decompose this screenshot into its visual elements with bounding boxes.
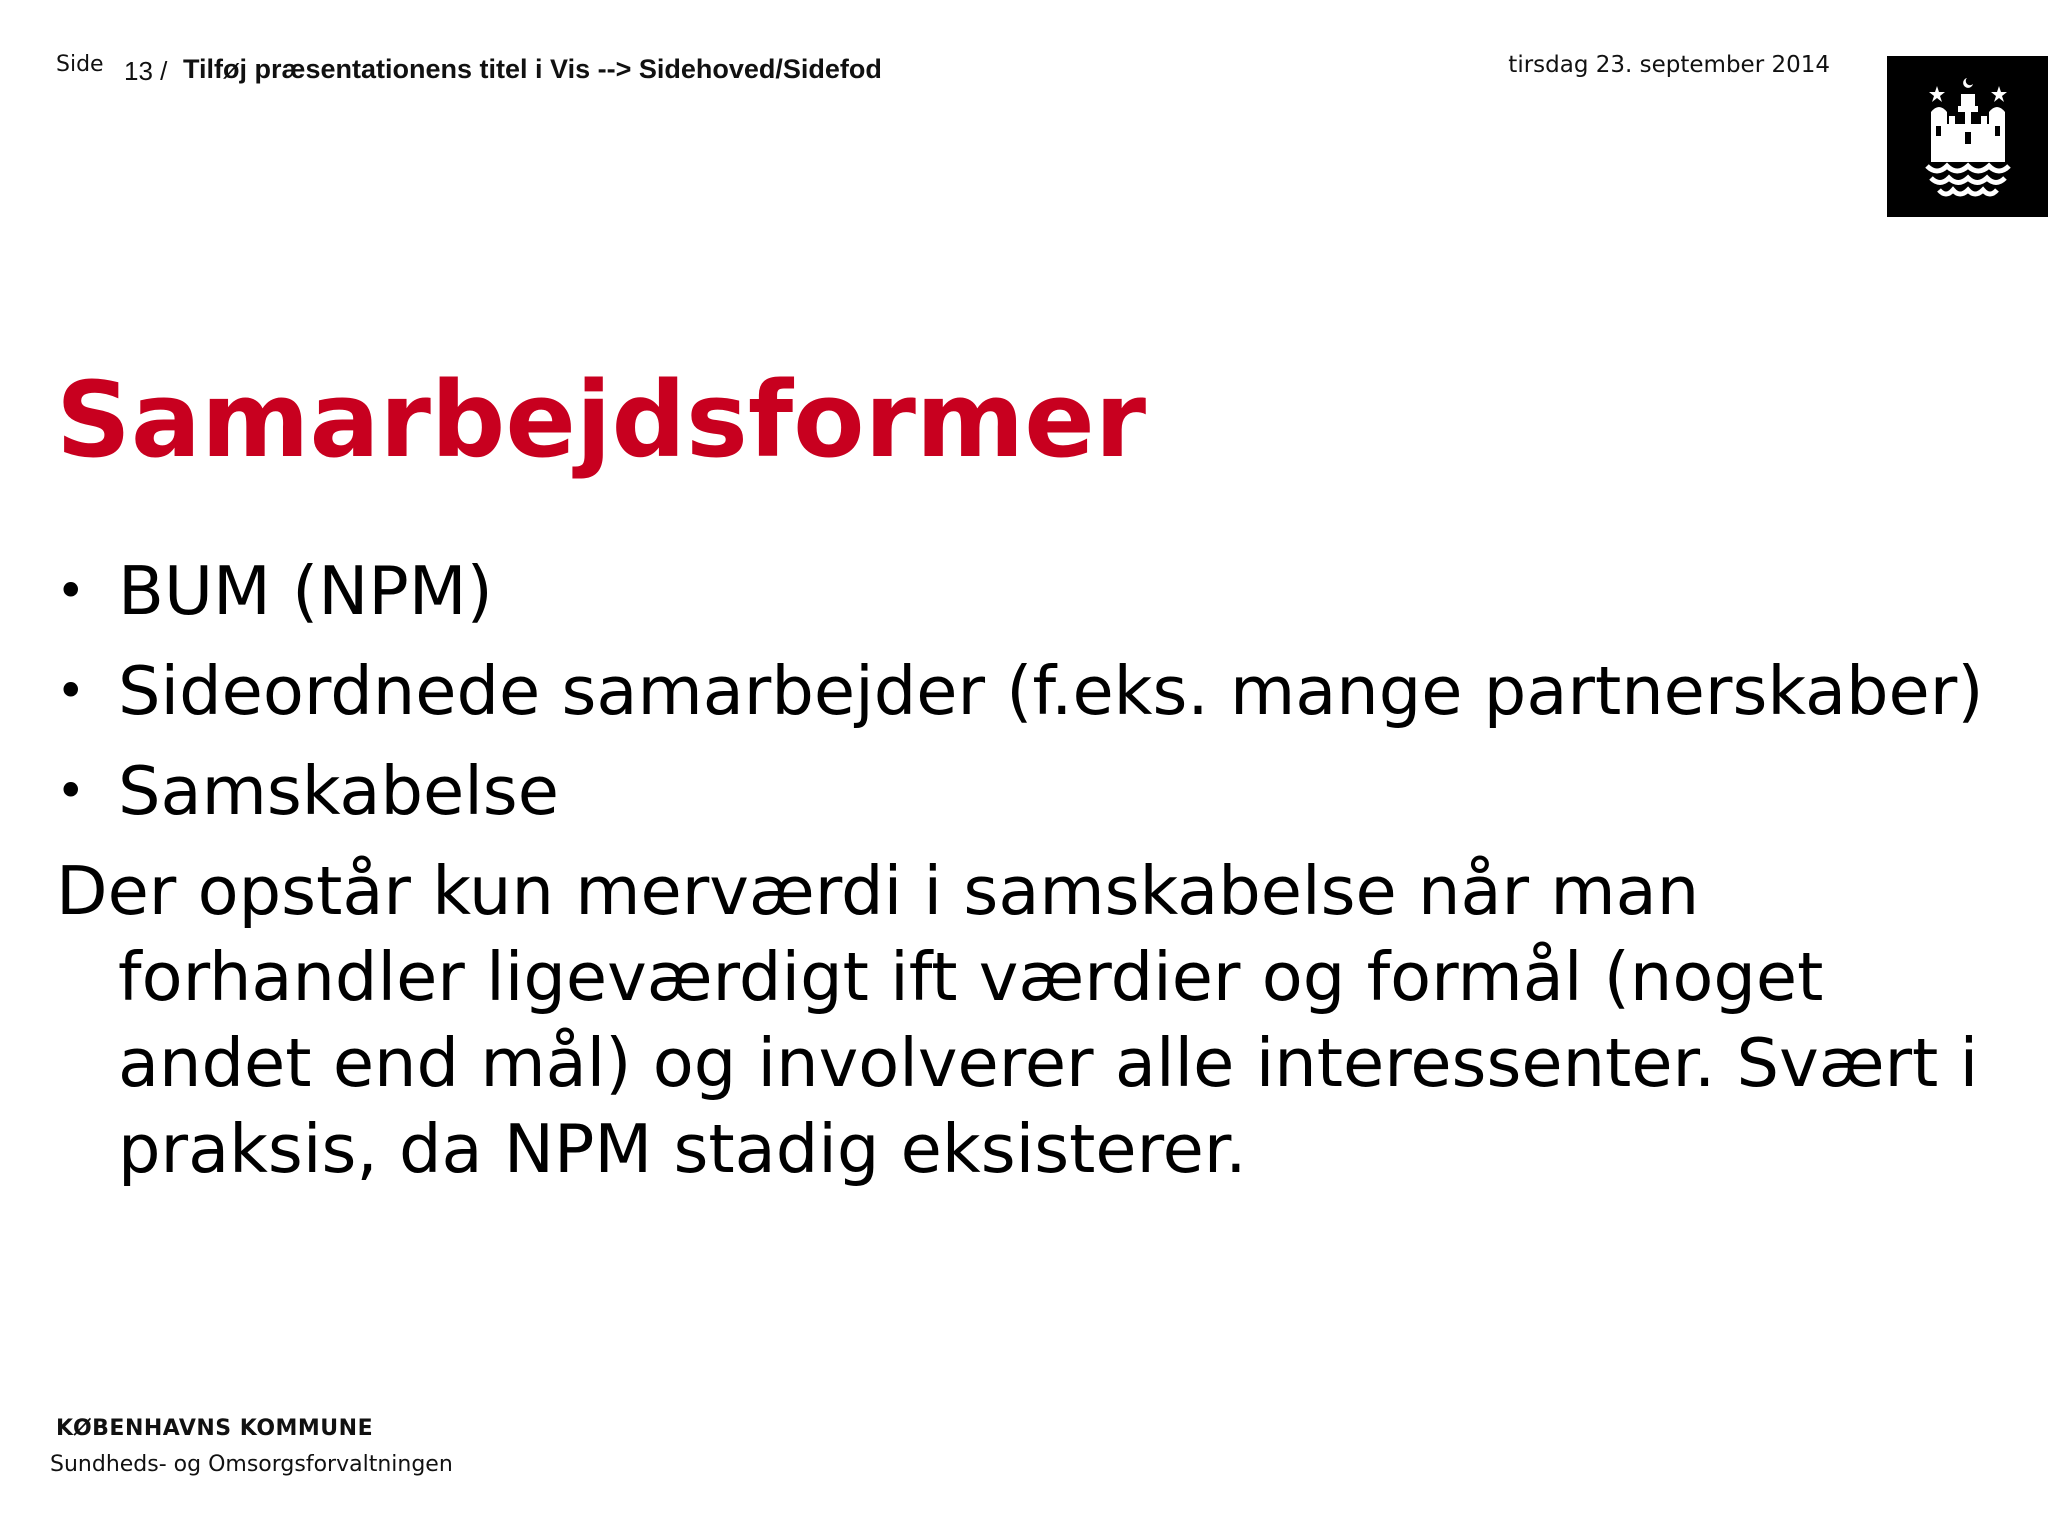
bullet-item	[56, 748, 1986, 834]
bullet-icon: •	[56, 562, 86, 620]
closing-paragraph: Der opstår kun merværdi i samskabelse når man forhandler ligeværdigt ift værdier og formål (noget andet end mål) og involverer alle interessenter. Svært i praksis, da NPM stadig eksisterer.	[56, 852, 1979, 1188]
copenhagen-coat-of-arms-icon	[1925, 72, 2011, 202]
bullet-list	[56, 548, 1986, 834]
footer-organization: KØBENHAVNS KOMMUNE	[56, 1416, 374, 1441]
logo	[1887, 56, 2048, 217]
header-side-label: Side	[56, 52, 104, 77]
bullet-item	[56, 648, 1986, 734]
bullet-text: Samskabelse	[118, 752, 559, 830]
bullet-text: BUM (NPM)	[118, 552, 493, 630]
header-date: tirsdag 23. september 2014	[1508, 52, 1830, 78]
header-presentation-title: Tilføj præsentationens titel i Vis --> Sidehoved/Sidefod	[183, 54, 882, 84]
footer-department: Sundheds- og Omsorgsforvaltningen	[50, 1452, 453, 1477]
header-page-number: 13 /	[124, 56, 168, 86]
bullet-text: Sideordnede samarbejder (f.eks. mange partnerskaber)	[118, 652, 1984, 730]
bullet-item	[56, 548, 1986, 634]
slide-title: Samarbejdsformer	[56, 359, 1147, 481]
bullet-icon: •	[56, 762, 86, 820]
slide-content	[56, 548, 1986, 1192]
bullet-icon: •	[56, 662, 86, 720]
